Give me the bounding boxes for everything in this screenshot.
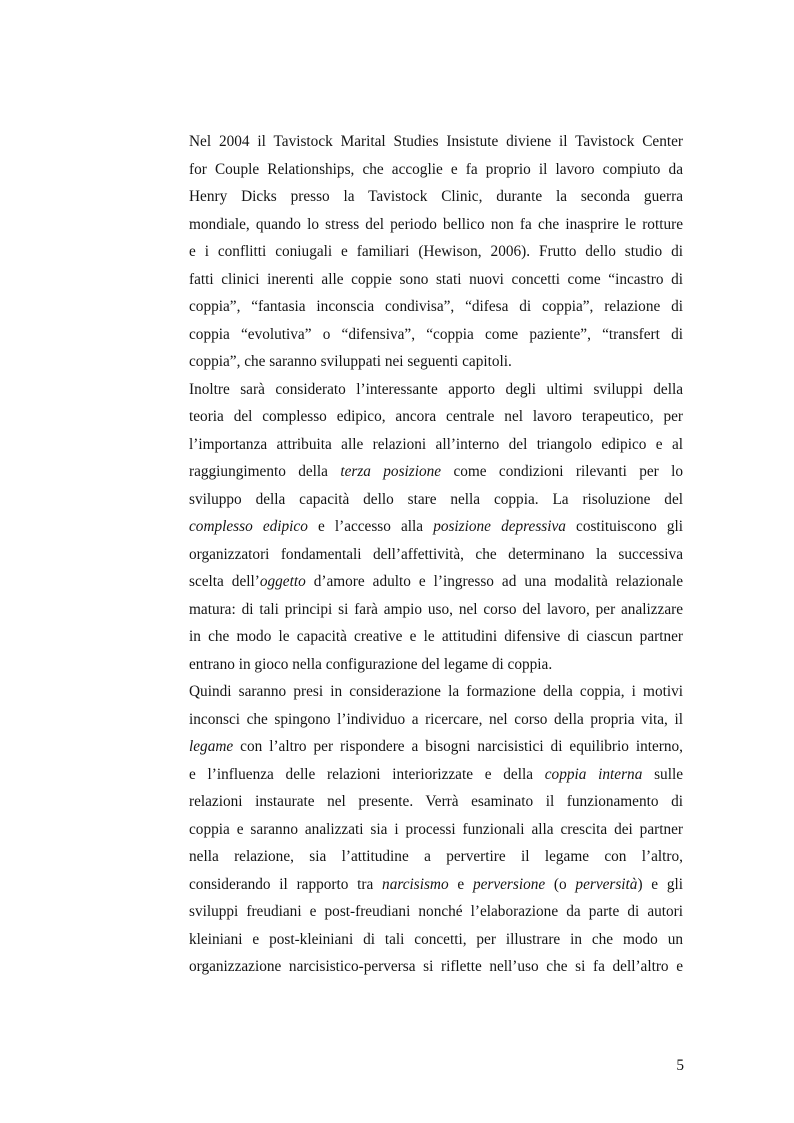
text-line: mondiale, quando lo stress del periodo bellico non fa che inasprire le rotture: [189, 215, 683, 233]
text-line: coppia”, che saranno sviluppati nei seguenti capitoli.: [189, 353, 512, 370]
page-number: 5: [676, 1057, 684, 1074]
italic-term: legame: [189, 738, 234, 755]
text-fragment: d’amore adulto e l’ingresso ad una modalità relazionale: [305, 573, 684, 590]
italic-term: terza posizione: [340, 463, 442, 480]
body-text: [189, 128, 683, 981]
text-fragment: (o: [545, 875, 576, 893]
text-fragment: con l’altro per rispondere a bisogni narcisistici di equilibrio interno,: [233, 738, 683, 755]
text-fragment: e: [448, 875, 473, 893]
italic-term: oggetto: [259, 573, 306, 590]
text-line: [189, 458, 683, 486]
text-fragment: costituiscono gli: [565, 518, 684, 535]
text-line: Quindi saranno presi in considerazione la formazione della coppia, i motivi: [189, 683, 683, 700]
italic-term: coppia interna: [544, 765, 643, 783]
text-line: Inoltre sarà considerato l’interessante apporto degli ultimi sviluppi della: [189, 380, 683, 398]
text-line: [189, 871, 683, 899]
text-line: sviluppi freudiani e post-freudiani nonché l’elaborazione da parte di autori: [189, 903, 683, 920]
text-fragment: e l’influenza delle relazioni interiorizzate e della: [189, 765, 545, 783]
text-line: coppia e saranno analizzati sia i processi funzionali alla crescita dei partner: [189, 820, 683, 838]
text-fragment: come condizioni rilevanti per lo: [441, 463, 683, 480]
text-fragment: e l’accesso alla: [307, 518, 434, 535]
text-line: entrano in gioco nella configurazione del legame di coppia.: [189, 655, 553, 673]
text-line: [189, 761, 683, 789]
text-line: [189, 733, 683, 761]
text-line: fatti clinici inerenti alle coppie sono stati nuovi concetti come “incastro di: [189, 270, 683, 288]
text-line: teoria del complesso edipico, ancora centrale nel lavoro terapeutico, per: [189, 408, 683, 425]
text-line: sviluppo della capacità dello stare nella coppia. La risoluzione del: [189, 490, 683, 508]
text-line: relazioni instaurate nel presente. Verrà esaminato il funzionamento di: [189, 793, 683, 810]
italic-term: perversione: [472, 875, 546, 893]
text-line: matura: di tali principi si farà ampio uso, nel corso del lavoro, per analizzare: [189, 600, 683, 618]
text-line: [189, 568, 683, 596]
text-line: coppia”, “fantasia inconscia condivisa”, “difesa di coppia”, relazione di: [189, 298, 683, 315]
text-line: nella relazione, sia l’attitudine a pervertire il legame con l’altro,: [189, 848, 683, 865]
text-fragment: considerando il rapporto tra: [189, 875, 383, 893]
italic-term: narcisismo: [382, 875, 449, 893]
text-line: Nel 2004 il Tavistock Marital Studies Insistute diviene il Tavistock Center: [189, 133, 683, 150]
italic-term: perversità: [575, 875, 638, 893]
italic-term: complesso edipico: [189, 518, 308, 535]
text-line: e i conflitti coniugali e familiari (Hewison, 2006). Frutto dello studio di: [189, 243, 683, 260]
text-fragment: raggiungimento della: [189, 463, 341, 480]
text-line: organizzatori fondamentali dell’affettività, che determinano la successiva: [189, 545, 683, 563]
text-line: kleiniani e post-kleiniani di tali concetti, per illustrare in che modo un: [189, 930, 683, 948]
text-line: inconsci che spingono l’individuo a ricercare, nel corso della propria vita, il: [189, 710, 683, 728]
text-line: coppia “evolutiva” o “difensiva”, “coppia come paziente”, “transfert di: [189, 325, 683, 343]
text-line: in che modo le capacità creative e le attitudini difensive di ciascun partner: [189, 628, 683, 645]
text-fragment: ) e gli: [637, 875, 683, 893]
text-line: l’importanza attribuita alle relazioni all’interno del triangolo edipico e al: [189, 435, 683, 453]
text-line: [189, 513, 683, 541]
text-fragment: sulle: [642, 765, 683, 783]
text-line: organizzazione narcisistico-perversa si riflette nell’uso che si fa dell’altro e: [189, 958, 683, 975]
text-line: for Couple Relationships, che accoglie e fa proprio il lavoro compiuto da: [189, 160, 683, 178]
text-line: Henry Dicks presso la Tavistock Clinic, durante la seconda guerra: [189, 188, 683, 205]
text-fragment: scelta dell’: [189, 573, 260, 590]
italic-term: posizione depressiva: [433, 518, 566, 535]
